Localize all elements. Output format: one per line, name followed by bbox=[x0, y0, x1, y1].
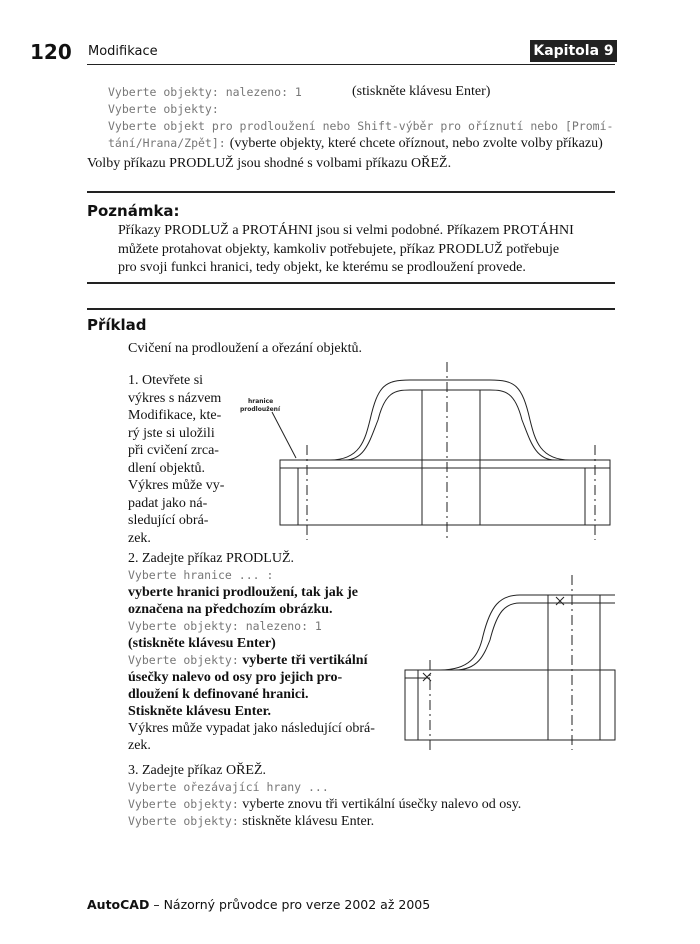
code-line: tání/Hrana/Zpět]: bbox=[108, 136, 226, 150]
step-2 bbox=[128, 550, 375, 754]
note-line: pro svoji funkci hranici, tedy objekt, ke kterému se prodloužení provede. bbox=[118, 260, 526, 275]
instruction: (stiskněte klávesu Enter) bbox=[128, 636, 276, 651]
code-line: Vyberte objekty: bbox=[128, 653, 239, 667]
step-line: výkres s názvem bbox=[128, 390, 222, 406]
step-line: zek. bbox=[128, 738, 151, 753]
figure-2 bbox=[405, 575, 615, 750]
figure-label: prodloužení bbox=[240, 406, 281, 413]
example-intro: Cvičení na prodloužení a ořezání objektů. bbox=[128, 341, 363, 356]
note-line: Příkazy PRODLUŽ a PROTÁHNI jsou si velmi podobné. Příkazem PROTÁHNI bbox=[118, 223, 574, 238]
code-note: (vyberte objekty, které chcete oříznout, nebo zvolte volby příkazu) bbox=[229, 136, 603, 151]
step-line: rý jste si uložili bbox=[128, 425, 215, 441]
step-line: padat jako ná- bbox=[128, 495, 208, 511]
figure-1 bbox=[240, 362, 610, 540]
note-title: Poznámka: bbox=[87, 202, 180, 220]
note-line: můžete protahovat objekty, kamkoliv potřebujete, příkaz PRODLUŽ potřebuje bbox=[118, 241, 560, 257]
code-line: Vyberte objekty: bbox=[108, 102, 219, 116]
code-line: Vyberte objekt pro prodloužení nebo Shift-výběr pro oříznutí nebo [Promí- bbox=[108, 119, 614, 133]
step-3 bbox=[128, 762, 521, 830]
step-line: dlení objektů. bbox=[128, 460, 205, 476]
footer-text: – Názorný průvodce pro verze 2002 až 2005 bbox=[149, 897, 431, 912]
chapter-badge: Kapitola 9 bbox=[530, 40, 617, 62]
instruction: vyberte tři vertikální bbox=[242, 653, 368, 668]
footer bbox=[87, 897, 430, 912]
code-line: Vyberte objekty: bbox=[128, 797, 239, 811]
footer-brand: AutoCAD bbox=[87, 897, 150, 912]
example-title: Příklad bbox=[87, 316, 147, 334]
figure-label: hranice bbox=[248, 398, 274, 405]
instruction: stiskněte klávesu Enter. bbox=[242, 814, 375, 829]
instruction: Stiskněte klávesu Enter. bbox=[128, 704, 272, 719]
step-line: Výkres může vy- bbox=[128, 478, 225, 493]
step-line: 1. Otevřete si bbox=[128, 373, 204, 388]
paragraph: Volby příkazu PRODLUŽ jsou shodné s volbami příkazu OŘEŽ. bbox=[87, 156, 452, 171]
code-line: Vyberte objekty: bbox=[128, 814, 239, 828]
instruction: označena na předchozím obrázku. bbox=[128, 602, 333, 617]
step-title: 3. Zadejte příkaz OŘEŽ. bbox=[128, 763, 267, 778]
instruction: vyberte znovu tři vertikální úsečky nalevo od osy. bbox=[242, 797, 522, 812]
step-title: 2. Zadejte příkaz PRODLUŽ. bbox=[128, 551, 295, 566]
page-number: 120 bbox=[30, 40, 72, 64]
code-line: Vyberte ořezávající hrany ... bbox=[128, 780, 329, 794]
step-line: při cvičení zrca- bbox=[128, 443, 219, 458]
code-note: (stiskněte klávesu Enter) bbox=[352, 84, 491, 99]
step-line: sledující obrá- bbox=[128, 513, 209, 528]
code-line: Vyberte hranice ... : bbox=[128, 568, 274, 582]
instruction: úsečky nalevo od osy pro jejich pro- bbox=[128, 670, 343, 685]
step-line: Výkres může vypadat jako následující obrá- bbox=[128, 721, 375, 736]
instruction: vyberte hranici prodloužení, tak jak je bbox=[128, 585, 358, 600]
instruction: dloužení k definované hranici. bbox=[128, 687, 309, 702]
section-title: Modifikace bbox=[88, 44, 158, 59]
step-line: zek. bbox=[128, 530, 151, 546]
code-line: Vyberte objekty: nalezeno: 1 bbox=[128, 619, 322, 633]
code-line: Vyberte objekty: nalezeno: 1 bbox=[108, 85, 302, 99]
step-line: Modifikace, kte- bbox=[128, 408, 222, 423]
